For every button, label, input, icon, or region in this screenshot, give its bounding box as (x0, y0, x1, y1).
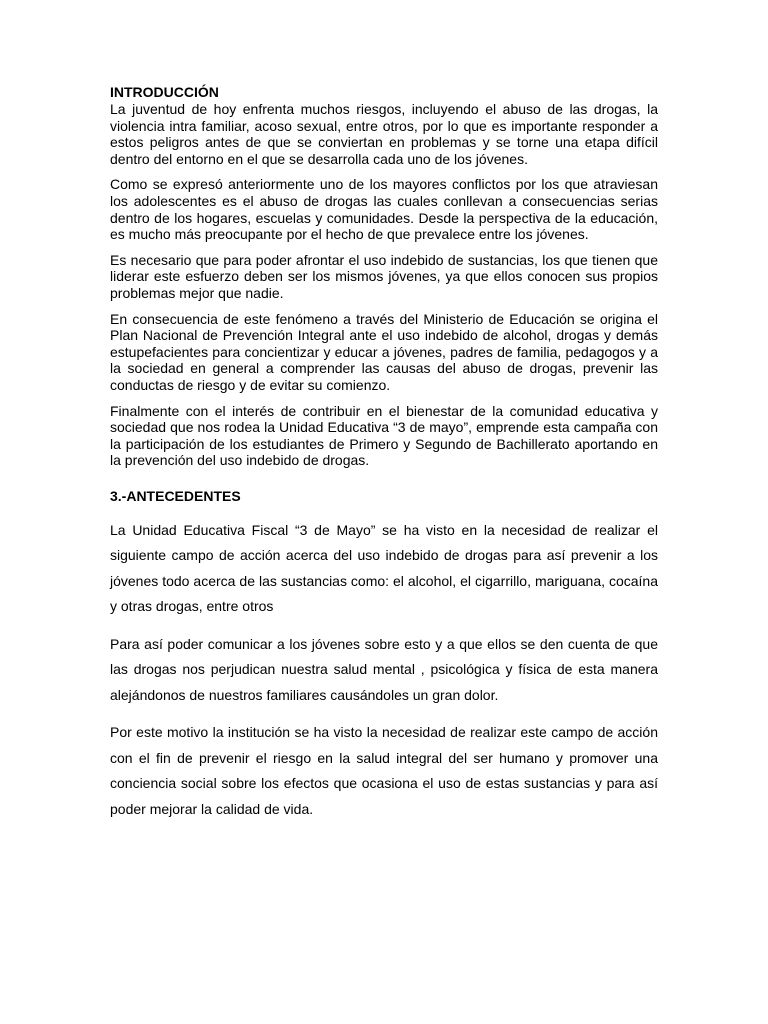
antecedentes-paragraph-3: Por este motivo la institución se ha visto la necesidad de realizar este campo de acción con el fin de prevenir el riesgo en la salud integral del ser humano y promover una conciencia social sobre los efectos que ocasiona el uso de estas sustancias y para así poder mejorar la calidad de vida. (110, 724, 658, 817)
antecedentes-heading: 3.-ANTECEDENTES (110, 487, 241, 504)
antecedentes-paragraph-2: Para así poder comunicar a los jóvenes sobre esto y a que ellos se den cuenta de que las drogas nos perjudican nuestra salud mental , psicológica y física de esta manera alejándonos de nuestros familiares causándoles un gran dolor. (110, 635, 658, 703)
intro-heading: INTRODUCCIÓN (110, 84, 219, 100)
intro-paragraph-5: Finalmente con el interés de contribuir en el bienestar de la comunidad educativa y sociedad que nos rodea la Unidad Educativa “3 de mayo”, emprende esta campaña con la participación de los estudiantes de Primero y Segundo de Bachillerato aportando en la prevención del uso indebido de drogas. (110, 402, 658, 469)
document-body (110, 84, 658, 834)
intro-paragraph-3: Es necesario que para poder afrontar el uso indebido de sustancias, los que tienen que liderar este esfuerzo deben ser los mismos jóvenes, ya que ellos conocen sus propios problemas mejor que nadie. (110, 251, 658, 301)
intro-paragraph-4: En consecuencia de este fenómeno a través del Ministerio de Educación se origina el Plan Nacional de Prevención Integral ante el uso indebido de alcohol, drogas y demás estupefacientes para concientizar y educar a jóvenes, padres de familia, pedagogos y a la sociedad en general a comprender las causas del abuso de drogas, prevenir las conductas de riesgo y de evitar su comienzo. (110, 310, 658, 393)
intro-paragraph-1: La juventud de hoy enfrenta muchos riesgos, incluyendo el abuso de las drogas, la violencia intra familiar, acoso sexual, entre otros, por lo que es importante responder a estos peligros antes de que se conviertan en problemas y se torne una etapa difícil dentro del entorno en el que se desarrolla cada uno de los jóvenes. (110, 101, 658, 167)
antecedentes-paragraph-1: La Unidad Educativa Fiscal “3 de Mayo” se ha visto en la necesidad de realizar el siguiente campo de acción acerca del uso indebido de drogas para así prevenir a los jóvenes todo acerca de las sustancias como: el alcohol, el cigarrillo, mariguana, cocaína y otras drogas, entre otros (110, 521, 658, 615)
intro-paragraph-2: Como se expresó anteriormente uno de los mayores conflictos por los que atraviesan los adolescentes es el abuso de drogas las cuales conllevan a consecuencias serias dentro de los hogares, escuelas y comunidades. Desde la perspectiva de la educación, es mucho más preocupante por el hecho de que prevalece entre los jóvenes. (110, 176, 658, 243)
